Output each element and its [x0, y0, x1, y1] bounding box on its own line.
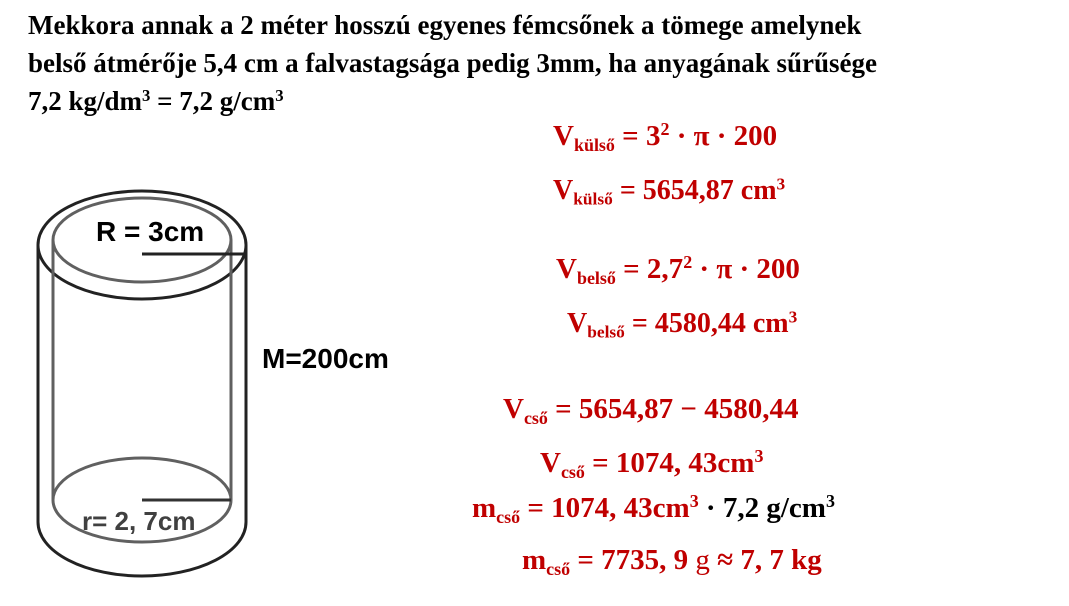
exponent: 3 — [275, 85, 284, 105]
equation-v-inner-formula: $V_{belső} = 2,7^2 \cdot \pi \cdot 200$ — [556, 252, 800, 288]
inner-radius-label: r= 2, 7cm — [82, 506, 196, 536]
equation-v-tube-result: $V_{cső} = 1074$, $43cm^3$ — [540, 446, 764, 482]
height-label: M=200cm — [262, 343, 389, 374]
equation-v-outer-result: $V_{külső} = 5654,87$ $cm^3$ — [553, 174, 786, 209]
equation-mass-result: $m_{cső} = 7735$, 9 g ≈ 7, 7 kg — [522, 544, 822, 579]
problem-line-2: belső átmérője 5,4 cm a falvastagsága pedig 3mm, ha anyagának sűrűsége — [28, 48, 877, 78]
equation-v-outer-formula: $V_{külső} = 3^2 \cdot \pi \cdot 200$ — [553, 119, 778, 155]
equation-v-inner-result: $V_{belső} = 4580,44$ $cm^3$ — [567, 307, 798, 342]
outer-radius-label: R = 3cm — [96, 216, 205, 247]
density-g-text: = 7,2 g/cm — [150, 86, 276, 116]
problem-line-1: Mekkora annak a 2 méter hosszú egyenes fémcsőnek a tömege amelynek — [28, 10, 862, 40]
equation-v-tube-difference: $V_{cső} = 5654,87 - 4580,44$ — [503, 393, 799, 428]
exponent: 3 — [142, 85, 151, 105]
density-kg-text: 7,2 kg/dm — [28, 86, 143, 116]
equation-mass-formula: $m_{cső} = 1074$, $43cm^3 \cdot 7,2$ $g/cm^3$ — [472, 491, 835, 527]
